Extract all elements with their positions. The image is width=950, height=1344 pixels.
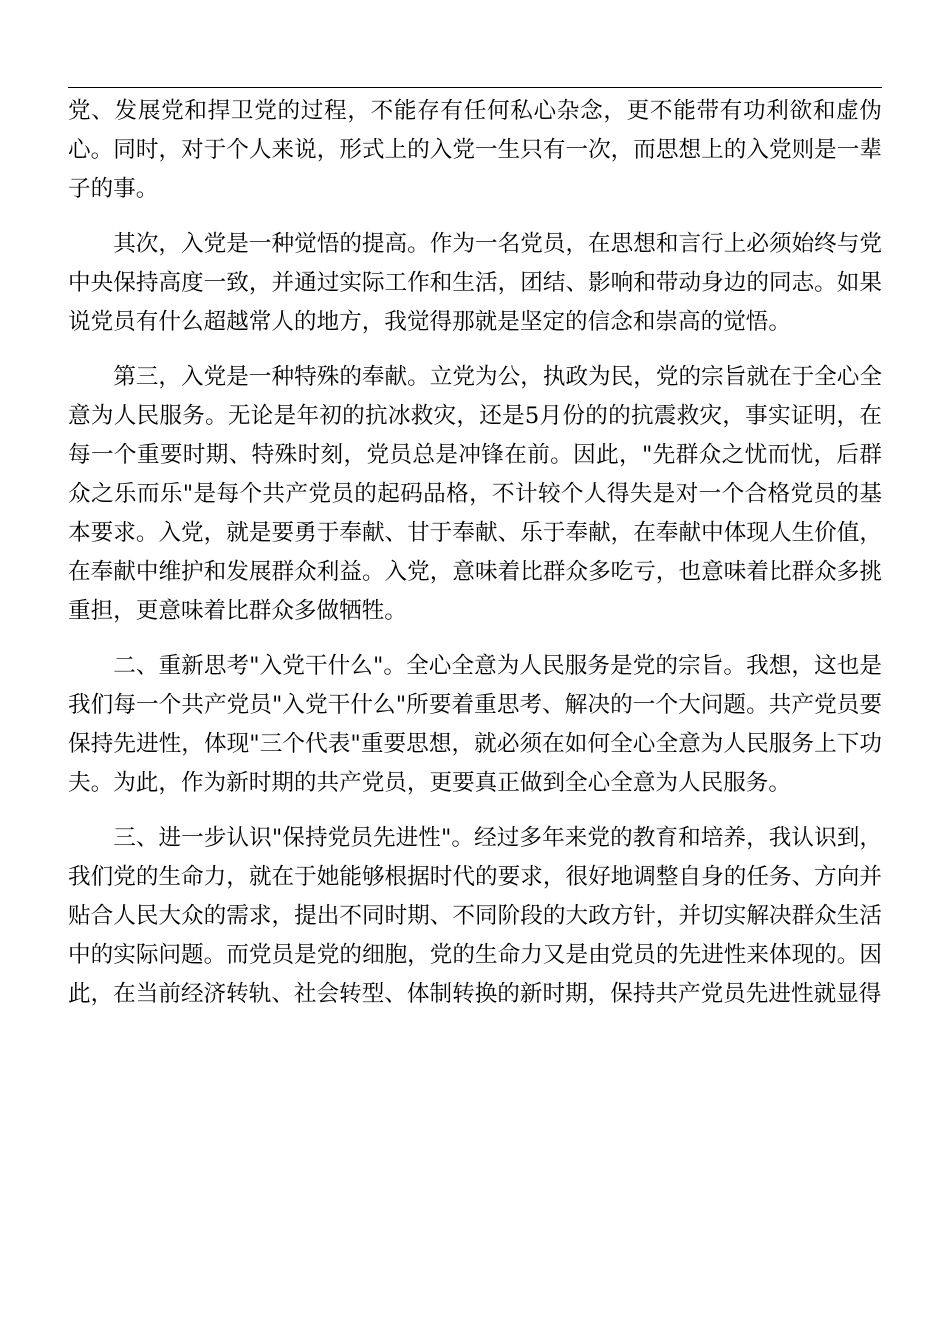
paragraph-third: 第三，入党是一种特殊的奉献。立党为公，执政为民，党的宗旨就在于全心全意为人民服务。无论是年初的抗冰救灾，还是5月份的的抗震救灾，事实证明，在每一个重要时期、特殊时刻，党员总是冲锋在前。因此，"先群众之忧而忧，后群众之乐而乐"是每个共产党员的起码品格，不计较个人得失是对一个合格党员的基本要求。入党，就是要勇于奉献、甘于奉献、乐于奉献，在奉献中体现人生价值，在奉献中维护和发展群众利益。入党，意味着比群众多吃亏，也意味着比群众多挑重担，更意味着比群众多做牺牲。 — [68, 364, 882, 624]
header-rule — [68, 87, 882, 88]
document-body — [68, 92, 882, 1014]
paragraph-continuation: 党、发展党和捍卫党的过程，不能存有任何私心杂念，更不能带有功利欲和虚伪心。同时，对于个人来说，形式上的入党一生只有一次，而思想上的入党则是一辈子的事。 — [68, 98, 882, 202]
paragraph-section-three: 三、进一步认识"保持党员先进性"。经过多年来党的教育和培养，我认识到，我们党的生命力，就在于她能够根据时代的要求，很好地调整自身的任务、方向并贴合人民大众的需求，提出不同时期、不同阶段的大政方针，并切实解决群众生活中的实际问题。而党员是党的细胞，党的生命力又是由党员的先进性来体现的。因此，在当前经济转轨、社会转型、体制转换的新时期，保持共产党员先进性就显得 — [68, 825, 882, 1007]
paragraph-section-two: 二、重新思考"入党干什么"。全心全意为人民服务是党的宗旨。我想，这也是我们每一个共产党员"入党干什么"所要着重思考、解决的一个大问题。共产党员要保持先进性，体现"三个代表"重要思想，就必须在如何全心全意为人民服务上下功夫。为此，作为新时期的共产党员，更要真正做到全心全意为人民服务。 — [68, 653, 882, 796]
paragraph-second: 其次，入党是一种觉悟的提高。作为一名党员，在思想和言行上必须始终与党中央保持高度一致，并通过实际工作和生活，团结、影响和带动身边的同志。如果说党员有什么超越常人的地方，我觉得那就是坚定的信念和崇高的觉悟。 — [68, 231, 882, 335]
